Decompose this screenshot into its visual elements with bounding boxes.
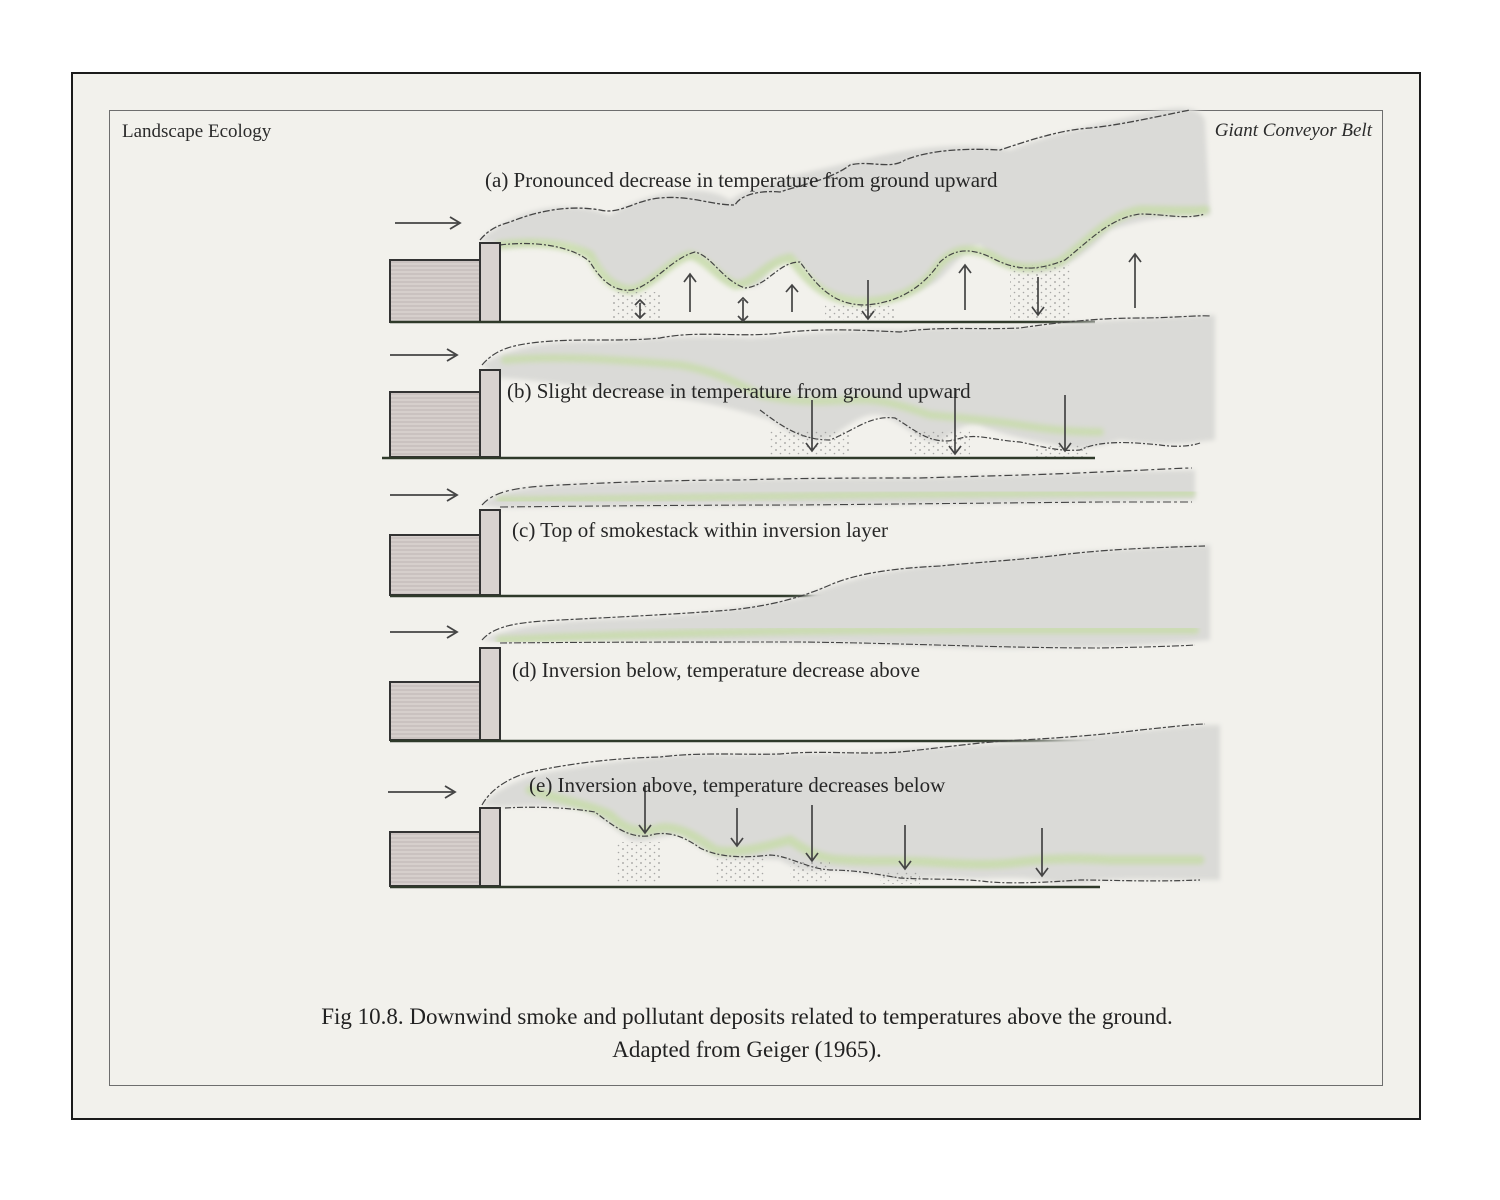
panel-e <box>388 724 1220 887</box>
panel-e-wind-arrow <box>388 786 455 798</box>
panel-a-wind-arrow <box>395 217 460 229</box>
panel-a-deposit-2 <box>825 305 895 320</box>
panel-e-smokestack <box>480 808 500 886</box>
panel-c-label: (c) Top of smokestack within inversion layer <box>512 518 889 542</box>
panel-e-deposit-4 <box>880 872 920 884</box>
panel-a <box>390 108 1210 322</box>
panel-c-smokestack <box>480 510 500 595</box>
panel-d-building <box>390 682 480 740</box>
panel-c-building <box>390 535 480 595</box>
panel-e-label: (e) Inversion above, temperature decreases below <box>529 773 946 797</box>
panel-b-wind-arrow <box>390 349 457 361</box>
header-left-title: Landscape Ecology <box>122 121 272 142</box>
panel-a-smoke <box>480 108 1210 302</box>
panel-c-wind-arrow <box>390 489 457 501</box>
panel-d-label: (d) Inversion below, temperature decrease above <box>512 658 920 682</box>
panel-d-wind-arrow <box>390 626 457 638</box>
panel-b-label: (b) Slight decrease in temperature from ground upward <box>507 379 971 403</box>
panel-d <box>390 545 1210 741</box>
panel-e-deposit-3 <box>790 862 830 882</box>
figure-caption-line-1: Fig 10.8. Downwind smoke and pollutant deposits related to temperatures above the ground. <box>321 1004 1173 1029</box>
panel-a-label: (a) Pronounced decrease in temperature from ground upward <box>485 168 998 192</box>
panel-e-building <box>390 832 480 886</box>
header-right-title: Giant Conveyor Belt <box>1214 120 1372 141</box>
panel-a-smokestack <box>480 243 500 322</box>
panel-b-deposit-2 <box>910 430 970 455</box>
panel-b-deposit-1 <box>770 430 850 455</box>
panel-a-building <box>390 260 480 322</box>
panel-d-smokestack <box>480 648 500 740</box>
panel-e-deposit-2 <box>715 858 765 882</box>
figure-caption-line-2: Adapted from Geiger (1965). <box>612 1037 882 1062</box>
panel-b-building <box>390 392 480 457</box>
panel-e-deposit-1 <box>615 842 660 882</box>
panel-b-smokestack <box>480 370 500 457</box>
panel-b <box>382 315 1215 458</box>
